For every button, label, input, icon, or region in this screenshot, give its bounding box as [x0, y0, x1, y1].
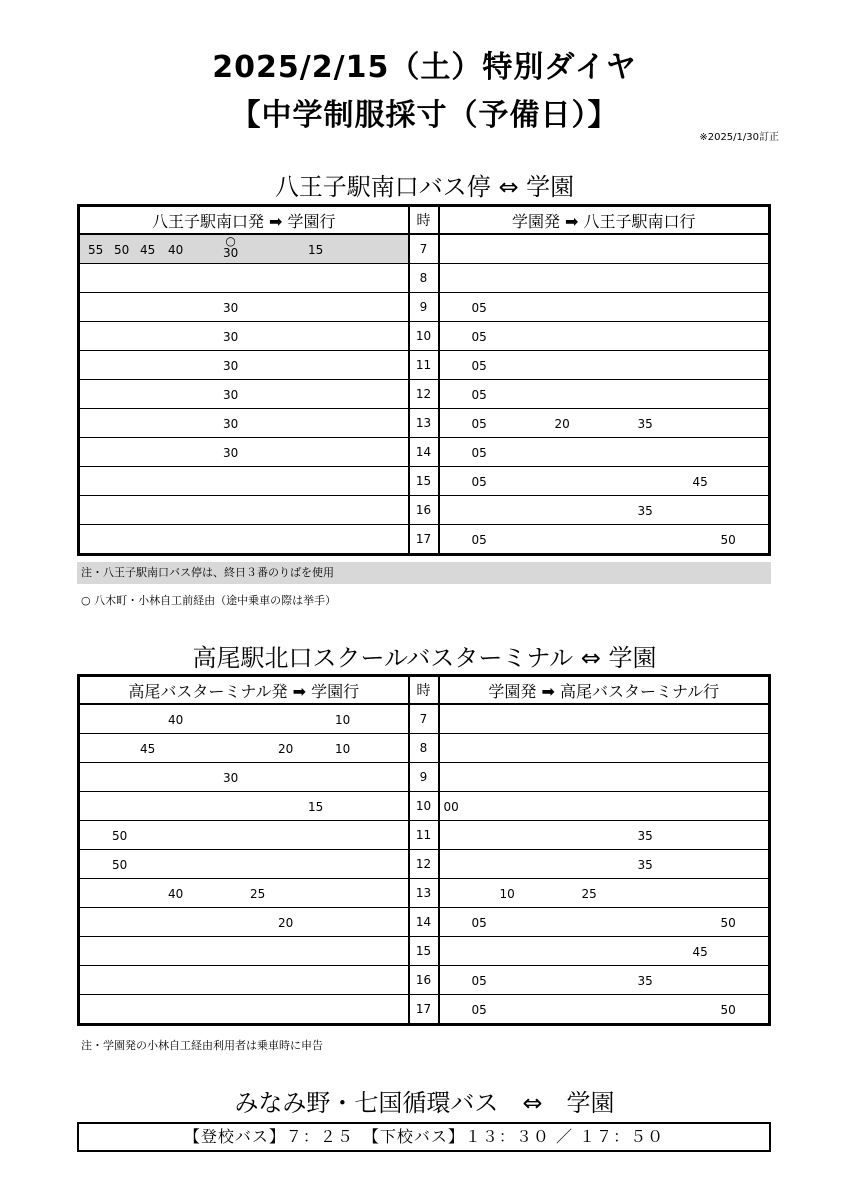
departure-minute: 45: [692, 475, 708, 489]
timetable-row: [79, 351, 770, 380]
right-departures-cell: [439, 966, 770, 995]
departure-minute: 55: [88, 243, 104, 257]
departure-minute: 50: [112, 858, 128, 872]
left-departures-cell: [79, 380, 409, 409]
right-departures-cell: [439, 409, 770, 438]
right-departures-cell: [439, 792, 770, 821]
timetable-row: [79, 322, 770, 351]
right-departures-cell: [439, 821, 770, 850]
left-departures-cell: [79, 908, 409, 937]
timetable-row: [79, 879, 770, 908]
timetable-row: [79, 380, 770, 409]
left-departures-cell: [79, 763, 409, 792]
timetable-row: [79, 937, 770, 966]
departure-minute: 30: [223, 446, 239, 460]
timetable-row: [79, 850, 770, 879]
departure-minute: 15: [308, 243, 324, 257]
timetable-hachioji: [77, 204, 771, 556]
departure-minute: 40: [168, 713, 184, 727]
note-boarding-platform: 注・八王子駅南口バス停は、終日３番のりばを使用: [77, 562, 771, 584]
left-departures-cell: [79, 264, 409, 293]
departure-minute: 50: [114, 243, 130, 257]
departure-minute: 35: [637, 858, 653, 872]
right-departures-cell: [439, 496, 770, 525]
hour-cell: 16: [409, 966, 439, 995]
note-kobayashi: 注・学園発の小林自工経由利用者は乗車時に申告: [81, 1039, 323, 1052]
timetable-row: [79, 704, 770, 734]
left-departures-cell: [79, 409, 409, 438]
hour-cell: 11: [409, 821, 439, 850]
departure-minute: 50: [720, 1003, 736, 1017]
right-departures-cell: [439, 734, 770, 763]
timetable-row: [79, 821, 770, 850]
hour-cell: 16: [409, 496, 439, 525]
left-column-header: 高尾バスターミナル発 ➡ 学園行: [79, 676, 409, 705]
hour-cell: 13: [409, 409, 439, 438]
circle-route-marker: ○: [225, 234, 236, 248]
right-departures-cell: [439, 293, 770, 322]
departure-minute: 05: [471, 475, 487, 489]
right-departures-cell: [439, 937, 770, 966]
section1-title: 八王子駅南口バス停 ⇔ 学園: [274, 173, 575, 201]
departure-minute: ○ 30: [223, 234, 239, 260]
departure-minute: 35: [637, 417, 653, 431]
right-departures-cell: [439, 908, 770, 937]
hour-cell: 8: [409, 734, 439, 763]
departure-minute: 50: [720, 916, 736, 930]
right-departures-cell: [439, 234, 770, 264]
departure-minute: 30: [223, 417, 239, 431]
departure-minute: 10: [499, 887, 515, 901]
right-departures-cell: [439, 380, 770, 409]
departure-minute: 35: [637, 504, 653, 518]
timetable-row: [79, 908, 770, 937]
hour-cell: 11: [409, 351, 439, 380]
departure-minute: 45: [140, 243, 156, 257]
timetable-row: [79, 409, 770, 438]
revision-note: ※2025/1/30訂正: [699, 132, 779, 143]
departure-minute: 25: [581, 887, 597, 901]
left-departures-cell: [79, 704, 409, 734]
departure-minute: 35: [637, 829, 653, 843]
hour-cell: 14: [409, 438, 439, 467]
departure-minute: 05: [471, 301, 487, 315]
hour-cell: 7: [409, 704, 439, 734]
timetable-row: [79, 467, 770, 496]
timetable-row: [79, 438, 770, 467]
right-departures-cell: [439, 850, 770, 879]
page-subtitle: 【中学制服採寸（予備日）】: [230, 98, 619, 133]
timetable-row: [79, 293, 770, 322]
hour-cell: 12: [409, 380, 439, 409]
left-departures-cell: [79, 234, 409, 264]
departure-minute: 05: [471, 330, 487, 344]
right-departures-cell: [439, 763, 770, 792]
departure-minute: 00: [443, 800, 459, 814]
departure-minute: 30: [223, 330, 239, 344]
hour-column-header: 時: [409, 676, 439, 705]
departure-minute: 10: [335, 713, 351, 727]
timetable-row: [79, 234, 770, 264]
timetable-row: [79, 734, 770, 763]
left-departures-cell: [79, 821, 409, 850]
left-departures-cell: [79, 995, 409, 1025]
right-departures-cell: [439, 995, 770, 1025]
departure-minute: 50: [112, 829, 128, 843]
departure-minute: 45: [692, 945, 708, 959]
hour-cell: 9: [409, 293, 439, 322]
departure-minute: 50: [720, 533, 736, 547]
right-departures-cell: [439, 438, 770, 467]
hour-cell: 9: [409, 763, 439, 792]
hour-cell: 10: [409, 792, 439, 821]
departure-minute: 05: [471, 916, 487, 930]
right-column-header: 学園発 ➡ 高尾バスターミナル行: [439, 676, 770, 705]
hour-cell: 12: [409, 850, 439, 879]
timetable-row: [79, 995, 770, 1025]
departure-minute: 20: [554, 417, 570, 431]
hour-cell: 8: [409, 264, 439, 293]
departure-minute: 30: [223, 359, 239, 373]
departure-minute: 35: [637, 974, 653, 988]
timetable-row: [79, 496, 770, 525]
departure-minute: 25: [250, 887, 266, 901]
left-departures-cell: [79, 438, 409, 467]
hour-column-header: 時: [409, 206, 439, 235]
hour-cell: 14: [409, 908, 439, 937]
left-departures-cell: [79, 467, 409, 496]
page-title: 2025/2/15（土）特別ダイヤ: [212, 50, 637, 85]
left-departures-cell: [79, 322, 409, 351]
note-circle-route: ○ 八木町・小林自工前経由（途中乗車の際は挙手）: [81, 594, 337, 607]
left-departures-cell: [79, 850, 409, 879]
left-departures-cell: [79, 792, 409, 821]
right-departures-cell: [439, 322, 770, 351]
departure-minute: 20: [278, 742, 294, 756]
departure-minute: 05: [471, 359, 487, 373]
timetable-takao: [77, 674, 771, 1026]
right-departures-cell: [439, 704, 770, 734]
hour-cell: 17: [409, 995, 439, 1025]
departure-minute: 40: [168, 243, 184, 257]
left-departures-cell: [79, 966, 409, 995]
departure-minute: 05: [471, 388, 487, 402]
right-column-header: 学園発 ➡ 八王子駅南口行: [439, 206, 770, 235]
departure-minute: 05: [471, 417, 487, 431]
section2-title: 高尾駅北口スクールバスターミナル ⇔ 学園: [192, 644, 657, 672]
departure-minute: 05: [471, 1003, 487, 1017]
hour-cell: 7: [409, 234, 439, 264]
departure-minute: 30: [223, 771, 239, 785]
left-departures-cell: [79, 937, 409, 966]
section3-title: みなみ野・七国循環バス ⇔ 学園: [234, 1089, 615, 1117]
timetable-row: [79, 792, 770, 821]
departure-minute: 30: [223, 301, 239, 315]
right-departures-cell: [439, 264, 770, 293]
timetable-row: [79, 966, 770, 995]
left-departures-cell: [79, 525, 409, 555]
left-column-header: 八王子駅南口発 ➡ 学園行: [79, 206, 409, 235]
loop-bus-schedule: 【登校バス】７：２５ 【下校バス】１３：３０ ／ １７：５０: [77, 1122, 771, 1152]
left-departures-cell: [79, 293, 409, 322]
hour-cell: 17: [409, 525, 439, 555]
departure-minute: 05: [471, 533, 487, 547]
departure-minute: 05: [471, 446, 487, 460]
left-departures-cell: [79, 879, 409, 908]
left-departures-cell: [79, 351, 409, 380]
departure-minute: 15: [308, 800, 324, 814]
hour-cell: 15: [409, 937, 439, 966]
departure-minute: 45: [140, 742, 156, 756]
timetable-row: [79, 264, 770, 293]
hour-cell: 10: [409, 322, 439, 351]
left-departures-cell: [79, 496, 409, 525]
right-departures-cell: [439, 879, 770, 908]
timetable-row: [79, 763, 770, 792]
timetable-row: [79, 525, 770, 555]
departure-minute: 20: [278, 916, 294, 930]
departure-minute: 30: [223, 388, 239, 402]
right-departures-cell: [439, 467, 770, 496]
right-departures-cell: [439, 525, 770, 555]
hour-cell: 15: [409, 467, 439, 496]
right-departures-cell: [439, 351, 770, 380]
hour-cell: 13: [409, 879, 439, 908]
departure-minute: 40: [168, 887, 184, 901]
departure-minute: 05: [471, 974, 487, 988]
departure-minute: 10: [335, 742, 351, 756]
left-departures-cell: [79, 734, 409, 763]
